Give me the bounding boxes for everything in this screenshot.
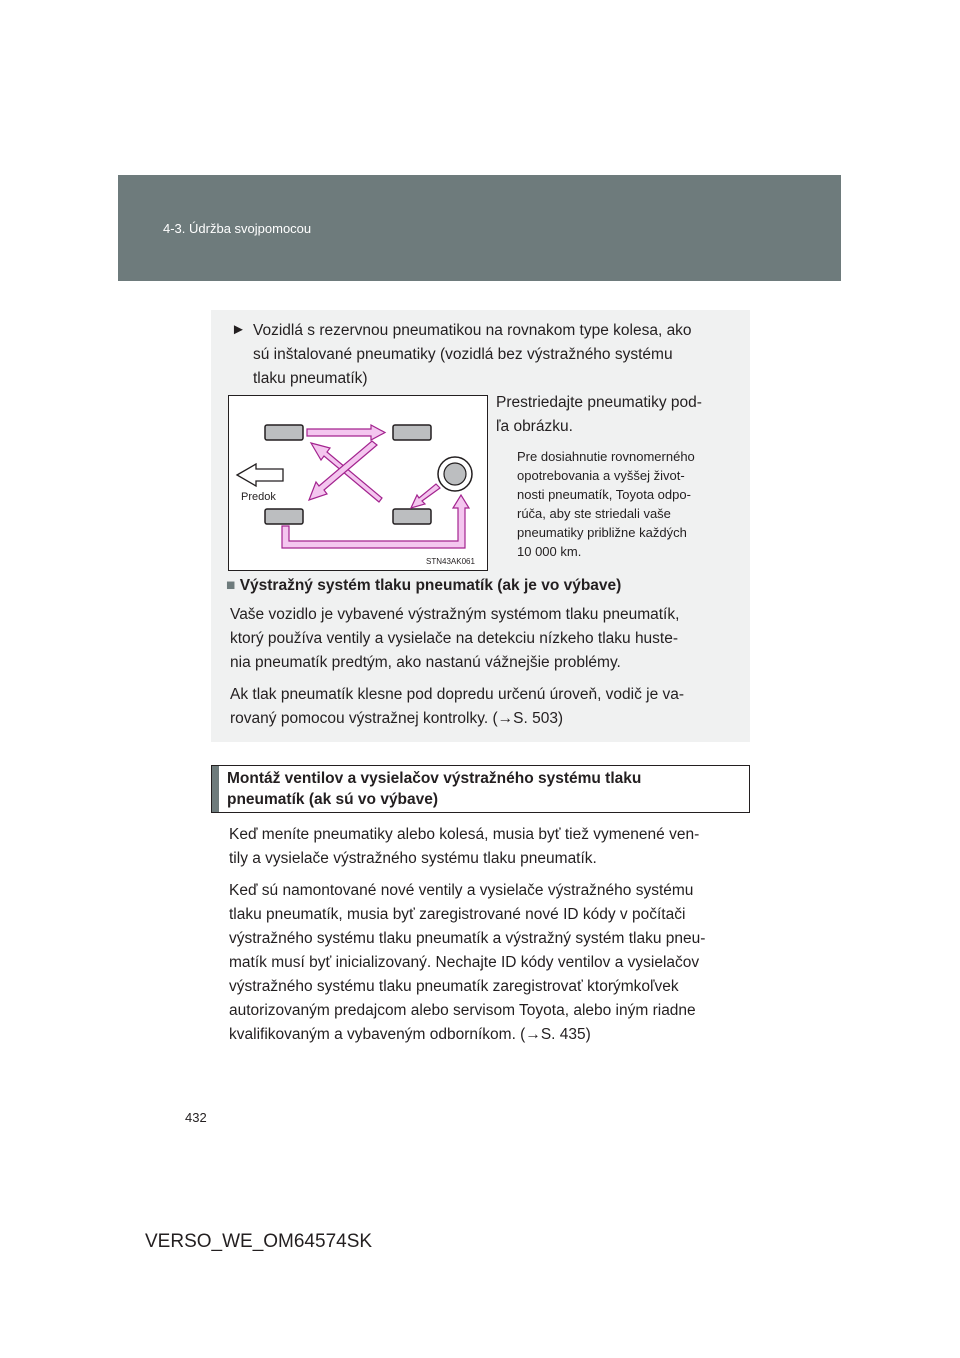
spare-tire-inner [444,463,466,485]
panel-para1-line-3: nia pneumatík predtým, ako nastanú vážnejšie problémy. [230,654,621,671]
body-para2-line-2: tlaku pneumatík, musia byť zaregistrované nové ID kódy v počítači [229,906,686,923]
subheading-marker: ■ [226,577,236,594]
panel-para1-line-1: Vaše vozidlo je vybavené výstražným systémom tlaku pneumatík, [230,606,680,623]
body-para2-line-3: výstražného systému tlaku pneumatík a výstražný systém tlaku pneu- [229,930,706,947]
note-line-2: opotrebovania a vyššej život- [517,468,685,483]
note-line-1: Pre dosiahnutie rovnomerného [517,449,695,464]
bullet-line-1: Vozidlá s rezervnou pneumatikou na rovnakom type kolesa, ako [253,322,692,339]
section-title-line-2: pneumatík (ak sú vo výbave) [227,791,439,808]
body-para2-line-7: kvalifikovaným a vybaveným odborníkom. (→S. 435) [229,1026,591,1043]
tpms-subheading [226,577,621,595]
document-code: VERSO_WE_OM64574SK [145,1231,373,1252]
section-title-line-1: Montáž ventilov a vysielačov výstražného systému tlaku [227,770,642,787]
page-number: 432 [185,1110,207,1125]
tire-rotation-diagram [228,395,488,571]
panel-para2-line-2: rovaný pomocou výstražnej kontrolky. (→S. 503) [230,710,564,727]
rotate-line-1: Prestriedajte pneumatiky pod- [496,394,702,411]
front-label: Predok [241,491,276,503]
note-line-6: 10 000 km. [517,544,582,559]
arrow-rear-right-to-spare [282,495,469,548]
body-para1-line-1: Keď meníte pneumatiky alebo kolesá, musia byť tiež vymenené ven- [229,826,700,843]
rotation-diagram-svg [229,396,487,570]
rotate-line-2: ľa obrázku. [496,418,573,435]
tire-rear-right [393,509,431,524]
arrow-top-straight [307,425,385,440]
tire-front-left [265,425,303,440]
figure-code: STN43AK061 [426,557,475,566]
section-heading [211,765,750,813]
section-heading-bar [212,766,219,812]
bullet-line-2: sú inštalované pneumatiky (vozidlá bez výstražného systému [253,346,673,363]
bullet-line-3: tlaku pneumatík) [253,370,368,387]
panel-para2-line-1: Ak tlak pneumatík klesne pod dopredu určenú úroveň, vodič je va- [230,686,685,703]
arrow-spare-to-rear [411,484,440,508]
page-header [118,175,841,281]
panel-para1-line-2: ktorý používa ventily a vysielače na detekciu nízkeho tlaku huste- [230,630,679,647]
body-para2-line-4: matík musí byť inicializovaný. Nechajte ID kódy ventilov a vysielačov [229,954,700,971]
note-line-4: rúča, aby ste striedali vaše [517,506,671,521]
body-para2-line-6: autorizovaným predajcom alebo servisom Toyota, alebo iným riadne [229,1002,696,1019]
section-breadcrumb: 4-3. Údržba svojpomocou [163,221,312,236]
bullet-marker: ► [231,321,246,338]
tire-rear-left [393,425,431,440]
body-para1-line-2: tily a vysielače výstražného systému tlaku pneumatík. [229,850,597,867]
body-para2-line-1: Keď sú namontované nové ventily a vysielače výstražného systému [229,882,694,899]
front-direction-arrow [237,464,283,486]
note-line-3: nosti pneumatík, Toyota odpo- [517,487,691,502]
tire-front-right [265,509,303,524]
body-para2-line-5: výstražného systému tlaku pneumatík zaregistrovať ktorýmkoľvek [229,978,679,995]
subheading-text: Výstražný systém tlaku pneumatík (ak je vo výbave) [239,577,622,594]
note-line-5: pneumatiky približne každých [517,525,687,540]
